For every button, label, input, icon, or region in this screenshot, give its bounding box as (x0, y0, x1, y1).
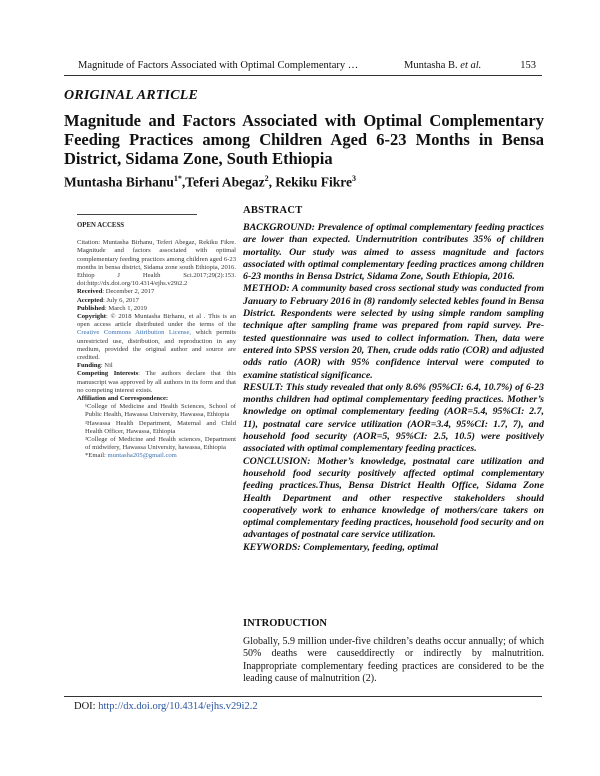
abstract-keywords (243, 542, 544, 554)
method-text: A community based cross sectional study was conducted from January to February 2016 in (8) randomly selected kebles found in Bensa District. Respondents were selected by using simple random sampling technique after sampling frame was prepared from rapid survey. Pre-tested questionnaire was used to collect information. Then, data were entered into SPSS version 20, Then, crude odds ratio (COR) and adjusted odds ratio (AOR) with 95% confidence interval were computed to examine statistical significance. (243, 283, 544, 381)
competing-interests (77, 370, 236, 395)
running-head-et-al: et al. (460, 60, 482, 71)
author-list (64, 174, 356, 191)
funding-label: Funding (77, 362, 101, 370)
received-date (77, 288, 236, 296)
paper-title: Magnitude and Factors Associated with Optimal Complementary Feeding Practices among Children Aged 6-23 Months in Bensa District, Sidama Zone, South Ethiopia (64, 111, 544, 168)
author-name: Rekiku Fikre (275, 174, 353, 190)
abstract-background (243, 222, 544, 283)
accepted-date (77, 297, 236, 305)
running-head-title: Magnitude of Factors Associated with Optimal Complementary … (78, 60, 359, 71)
correspondence-email (77, 452, 236, 460)
author-affiliation-mark: 3 (352, 174, 357, 183)
conclusion-label: CONCLUSION: (243, 455, 311, 467)
author-name: Muntasha Birhanu (64, 174, 174, 190)
article-info-sidebar (77, 214, 236, 461)
abstract-result (243, 382, 544, 456)
author-affiliation-mark: 1* (173, 174, 182, 183)
result-text: This study revealed that only 8.6% (95%CI: 6.4, 10.7%) of 6-23 months children had optimal complementary feeding practices. Mother’s knowledge on optimal complementary feeding (AOR=5.4, 95%CI: 2.7, 11), postnatal care service utilization (AOR=3.4, 95%CI: 1.7, 7), and household food security (AOR=5, 95%CI: 2.5, 10.5) were positively associated with optimal complementary feeding practices. (243, 381, 544, 455)
open-access-label: OPEN ACCESS (77, 222, 125, 229)
competing-text: : The authors declare that this manuscript was approved by all authors in its form and that no competing interest exists. (77, 370, 237, 394)
result-label: RESULT: (243, 381, 284, 393)
running-head (64, 57, 542, 76)
published-label: Published (77, 304, 105, 312)
abstract-body (243, 222, 544, 554)
citation: Citation: Muntasha Birhanu, Teferi Abegaz, Rekiku Fikre. Magnitude and factors associated with optimal complementary feeding practices among children aged 6-23 months in bensa district, Sidama zone south Ethiopia, 2016. Ethiop J Health Sci.2017;29(2):153. doi:http://dx.doi.org/10.4314/ejhs.v29i2.2 (77, 239, 236, 288)
background-text: Prevalence of optimal complementary feeding practices are lower than expected. Undernutrition contributes 35% of children mortality. Our study was aimed to assess magnitude and factors associated with optimal complementary feeding practices among children 6-23 months in Bensa Dstrict, Sidama Zone, South Ethiopia, 2016. (243, 222, 544, 283)
accepted-value: : July 6, 2017 (103, 296, 139, 304)
doi-line (74, 701, 258, 712)
funding-value: : Nil (100, 362, 113, 370)
keywords-label: KEYWORDS: (243, 541, 301, 553)
author-affiliation-mark: 2 (264, 174, 269, 183)
email-link[interactable]: muntasha205@gmail.com (107, 452, 177, 460)
copyright-text-rest: which permits unrestricted use, distribution, and reproduction in any medium, provided the original author and source are credited. (77, 329, 236, 362)
affiliation-item: ²Hawassa Health Department, Maternal and Child Health Officer, Hawassa, Ethiopia (85, 419, 236, 435)
introduction-heading: INTRODUCTION (243, 618, 328, 629)
abstract-heading: ABSTRACT (243, 205, 303, 216)
method-label: METHOD: (243, 283, 290, 295)
author-separator: , (268, 174, 276, 190)
affiliation-item: ³College of Medicine and Health sciences, Department of midwifery, Hawassa University, hawassa, Ethiopia (85, 436, 236, 452)
sidebar-divider (77, 214, 197, 215)
introduction-text: Globally, 5.9 million under-five children’s deaths occur annually; of which 50% deaths were causeddirectly or indirectly by malnutrition. Inappropriate complementary feeding practices are considered to be the leading cause of malnutrition (2). (243, 636, 544, 684)
keywords-text: Complementary, feeding, optimal (303, 541, 439, 553)
author-separator: , (181, 174, 186, 190)
funding (77, 362, 236, 370)
abstract-method (243, 283, 544, 381)
published-value: : March 1, 2019 (104, 304, 147, 312)
author-name: Teferi Abegaz (185, 174, 265, 190)
published-date (77, 305, 236, 313)
doi-link[interactable]: http://dx.doi.org/10.4314/ejhs.v29i2.2 (98, 701, 258, 712)
conclusion-text: Mother’s knowledge, postnatal care utilization and household food security positively affected optimal complementary feeding practices.Thus, Bensa District Health Office, Sidama Zone Health Department and other respective stakeholders should cooperatively work to enhance knowledge of mothers/care takers on optimal complementary feeding practices, household food security and on advantages of postnatal care service utilization. (243, 455, 544, 541)
accepted-label: Accepted (77, 296, 103, 304)
competing-label: Competing Interests (77, 370, 139, 378)
copyright-text: : © 2018 Muntasha Birhanu, et al . This is an open access article distributed under the terms of the (77, 313, 236, 329)
received-value: : December 2, 2017 (102, 288, 155, 296)
running-head-author-name: Muntasha B. (404, 60, 458, 71)
page-number: 153 (520, 60, 536, 71)
footer-divider (64, 696, 542, 697)
copyright-notice (77, 313, 236, 362)
abstract-conclusion (243, 456, 544, 542)
article-type: ORIGINAL ARTICLE (64, 88, 199, 103)
email-label: *Email: (85, 452, 106, 460)
affiliation-item: ¹College of Medicine and Health Sciences, School of Public Health, Hawassa University, Hawassa, Ethiopia (85, 403, 236, 419)
background-label: BACKGROUND: (243, 222, 315, 233)
abstract (243, 205, 544, 554)
copyright-label: Copyright (77, 313, 106, 321)
license-link[interactable]: Creative Commons Attribution License, (77, 329, 192, 337)
affiliation-heading: Affiliation and Correspondence: (77, 395, 169, 403)
received-label: Received (77, 288, 103, 296)
doi-label: DOI: (74, 701, 96, 712)
running-head-author (404, 60, 481, 71)
